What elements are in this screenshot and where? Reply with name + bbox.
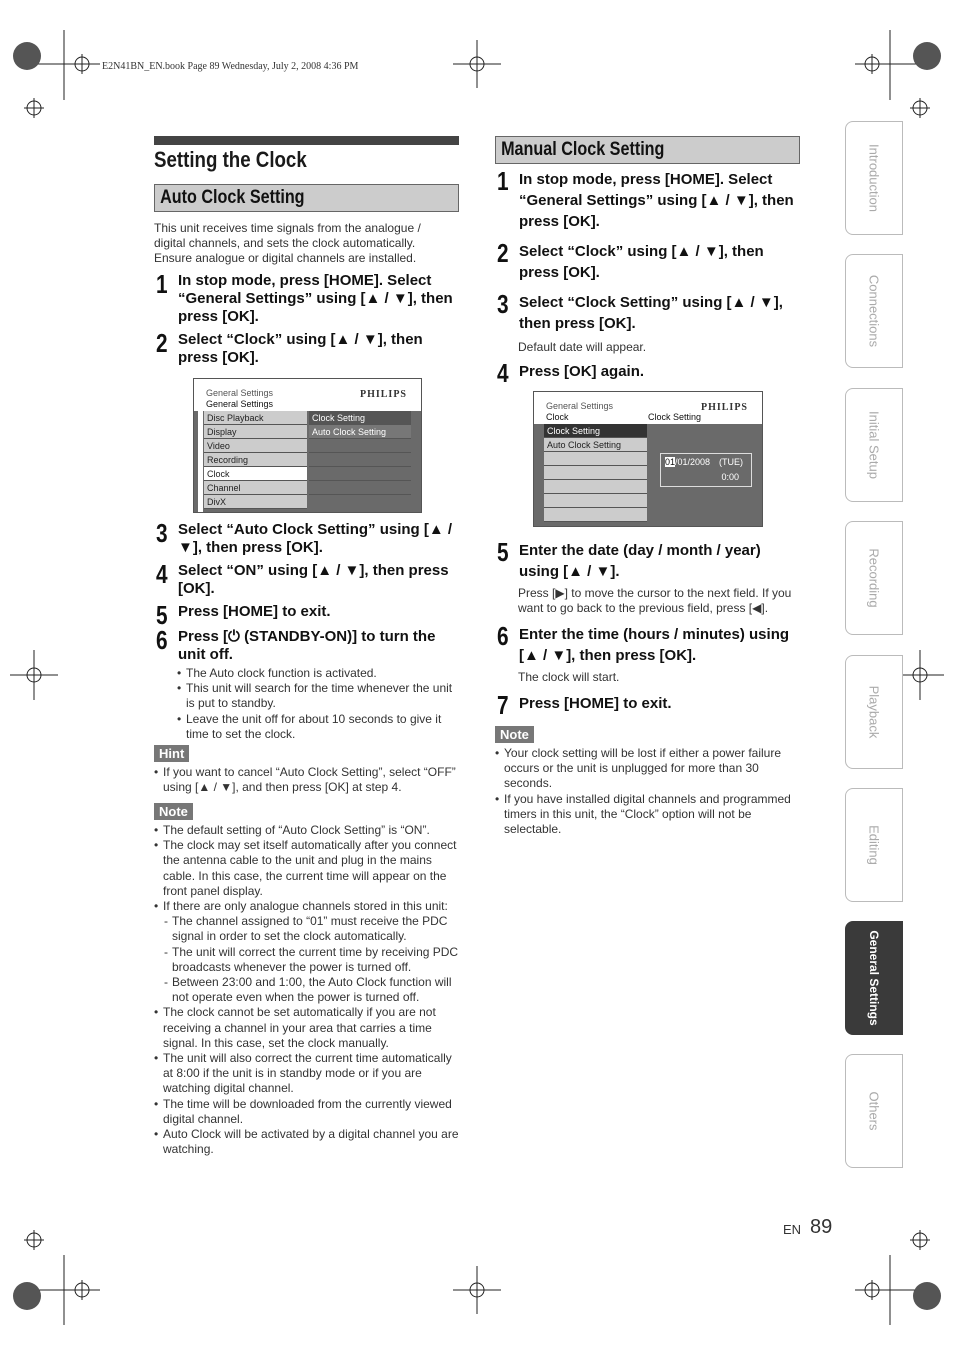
manual-clock-heading: Manual Clock Setting [495, 136, 800, 164]
auto-submenu [309, 411, 411, 495]
menu-item-selected[interactable]: Clock Setting [544, 424, 647, 438]
menu-item[interactable]: Auto Clock Setting [544, 438, 647, 452]
menu-item[interactable]: Display [204, 425, 307, 439]
manual-step-5: 5 Enter the date (day / month / year) using [▲ / ▼]. [497, 537, 761, 580]
tab-recording[interactable]: Recording [845, 521, 903, 635]
page-language: EN [783, 1222, 802, 1237]
manual-step-2: 2 Select “Clock” using [▲ / ▼], then press [OK]. [497, 238, 764, 281]
manual-step6-sub: The clock will start. [518, 670, 620, 684]
auto-screen: General Settings General Settings PHILIPS Disc Playback Display Video Recording Clock Channel DivX Clock Setting Auto Clock Setting [193, 378, 422, 513]
auto-menu [204, 411, 307, 509]
menu-item[interactable]: Video [204, 439, 307, 453]
menu-item[interactable]: Disc Playback [204, 411, 307, 425]
manual-note-badge: Note [495, 726, 534, 743]
submenu-item[interactable]: Clock Setting [309, 411, 411, 425]
auto-intro: This unit receives time signals from the analogue / digital channels, and sets the clock automatically. Ensure analogue or digital channels are installed. [154, 221, 421, 265]
date-cursor[interactable]: 01 [665, 457, 676, 467]
tab-others[interactable]: Others [845, 1054, 903, 1168]
auto-step-5: 5 Press [HOME] to exit. [156, 600, 331, 630]
manual-step-6: 6 Enter the time (hours / minutes) using [▲ / ▼], then press [OK]. [497, 621, 790, 664]
manual-screen: General Settings Clock Clock Setting PHILIPS Clock Setting Auto Clock Setting 01/01/2008 (TUE) 0:00 [533, 391, 763, 527]
auto-notes: • The default setting of “Auto Clock Setting” is “ON”. • The clock may set itself automatically after you connect the antenna cable to the unit and plug in the mains cable. In this case, the current time will appear on the front panel display. • If there are only analogue channels stored in this unit: - The channel assigned to “01” must receive the PDC signal in order to set the clock automatically. - The unit will correct the current time by receiving PDC broadcasts whenever the power is turned off. - Between 23:00 and 1:00, the Auto Clock function will not operate even when the power is turned off. • The clock cannot be set automatically if you are not receiving a channel in your area that carries a time signal. In this case, set the clock manually. • The unit will also correct the current time automatically at 8:00 if the unit is in standby mode or if you are watching digital channel. • The time will be downloaded from the currently viewed digital channel. • Auto Clock will be activated by a digital channel you are watching. [154, 823, 459, 1157]
tab-general-settings[interactable]: General Settings [845, 921, 903, 1035]
menu-item-selected[interactable]: Clock [204, 467, 307, 481]
manual-menu [544, 424, 647, 522]
hint-list: • If you want to cancel “Auto Clock Setting”, select “OFF” using [▲ / ▼], and then press [OK] at step 4. [154, 765, 459, 795]
auto-clock-heading: Auto Clock Setting [154, 184, 459, 212]
step6-bullets: • The Auto clock function is activated. • This unit will search for the time whenever the unit is put to standby. • Leave the unit off for about 10 seconds to give it time to set the clock. [177, 666, 459, 742]
philips-logo: PHILIPS [700, 402, 748, 413]
manual-step-1: 1 In stop mode, press [HOME]. Select “General Settings” using [▲ / ▼], then press [OK]. [497, 166, 794, 230]
tab-playback[interactable]: Playback [845, 655, 903, 769]
date-time-box: 01/01/2008 (TUE) 0:00 [660, 453, 752, 487]
tab-connections[interactable]: Connections [845, 254, 903, 368]
page-number: 89 [810, 1216, 833, 1238]
auto-step-3: 3 Select “Auto Clock Setting” using [▲ / ▼], then press [OK]. [156, 518, 453, 556]
menu-item[interactable]: Recording [204, 453, 307, 467]
auto-step-1: 1 In stop mode, press [HOME]. Select “General Settings” using [▲ / ▼], then press [OK]. [156, 269, 453, 325]
auto-step-6: 6 Press [⏻ (STANDBY-ON)] to turn the unit off. [156, 625, 436, 663]
title-bar [154, 136, 459, 145]
tab-initial-setup[interactable]: Initial Setup [845, 388, 903, 502]
tab-introduction[interactable]: Introduction [845, 121, 903, 235]
hint-badge: Hint [154, 745, 189, 762]
submenu-item[interactable]: Auto Clock Setting [309, 425, 411, 439]
philips-logo: PHILIPS [359, 389, 407, 400]
auto-step-2: 2 Select “Clock” using [▲ / ▼], then press [OK]. [156, 328, 423, 366]
manual-step-3: 3 Select “Clock Setting” using [▲ / ▼], then press [OK]. [497, 289, 783, 332]
auto-step-4: 4 Select “ON” using [▲ / ▼], then press [OK]. [156, 559, 449, 597]
manual-step-4: 4 Press [OK] again. [497, 358, 645, 388]
manual-step-7: 7 Press [HOME] to exit. [497, 690, 672, 720]
manual-notes: • Your clock setting will be lost if either a power failure occurs or the unit is unplugged for more than 30 seconds. • If you have installed digital channels and programmed timers in this unit, the “Clock” option will not be selectable. [495, 746, 800, 837]
print-header: E2N41BN_EN.book Page 89 Wednesday, July 2, 2008 4:36 PM [102, 61, 359, 72]
tab-editing[interactable]: Editing [845, 788, 903, 902]
note-badge: Note [154, 803, 193, 820]
manual-step5-sub: Press [▶] to move the cursor to the next field. If you want to go back to the previous field, press [◀]. [518, 586, 792, 615]
page-title: Setting the Clock [154, 147, 307, 172]
menu-item[interactable]: Channel [204, 481, 307, 495]
menu-item[interactable]: DivX [204, 495, 307, 509]
manual-step3-sub: Default date will appear. [518, 340, 647, 354]
